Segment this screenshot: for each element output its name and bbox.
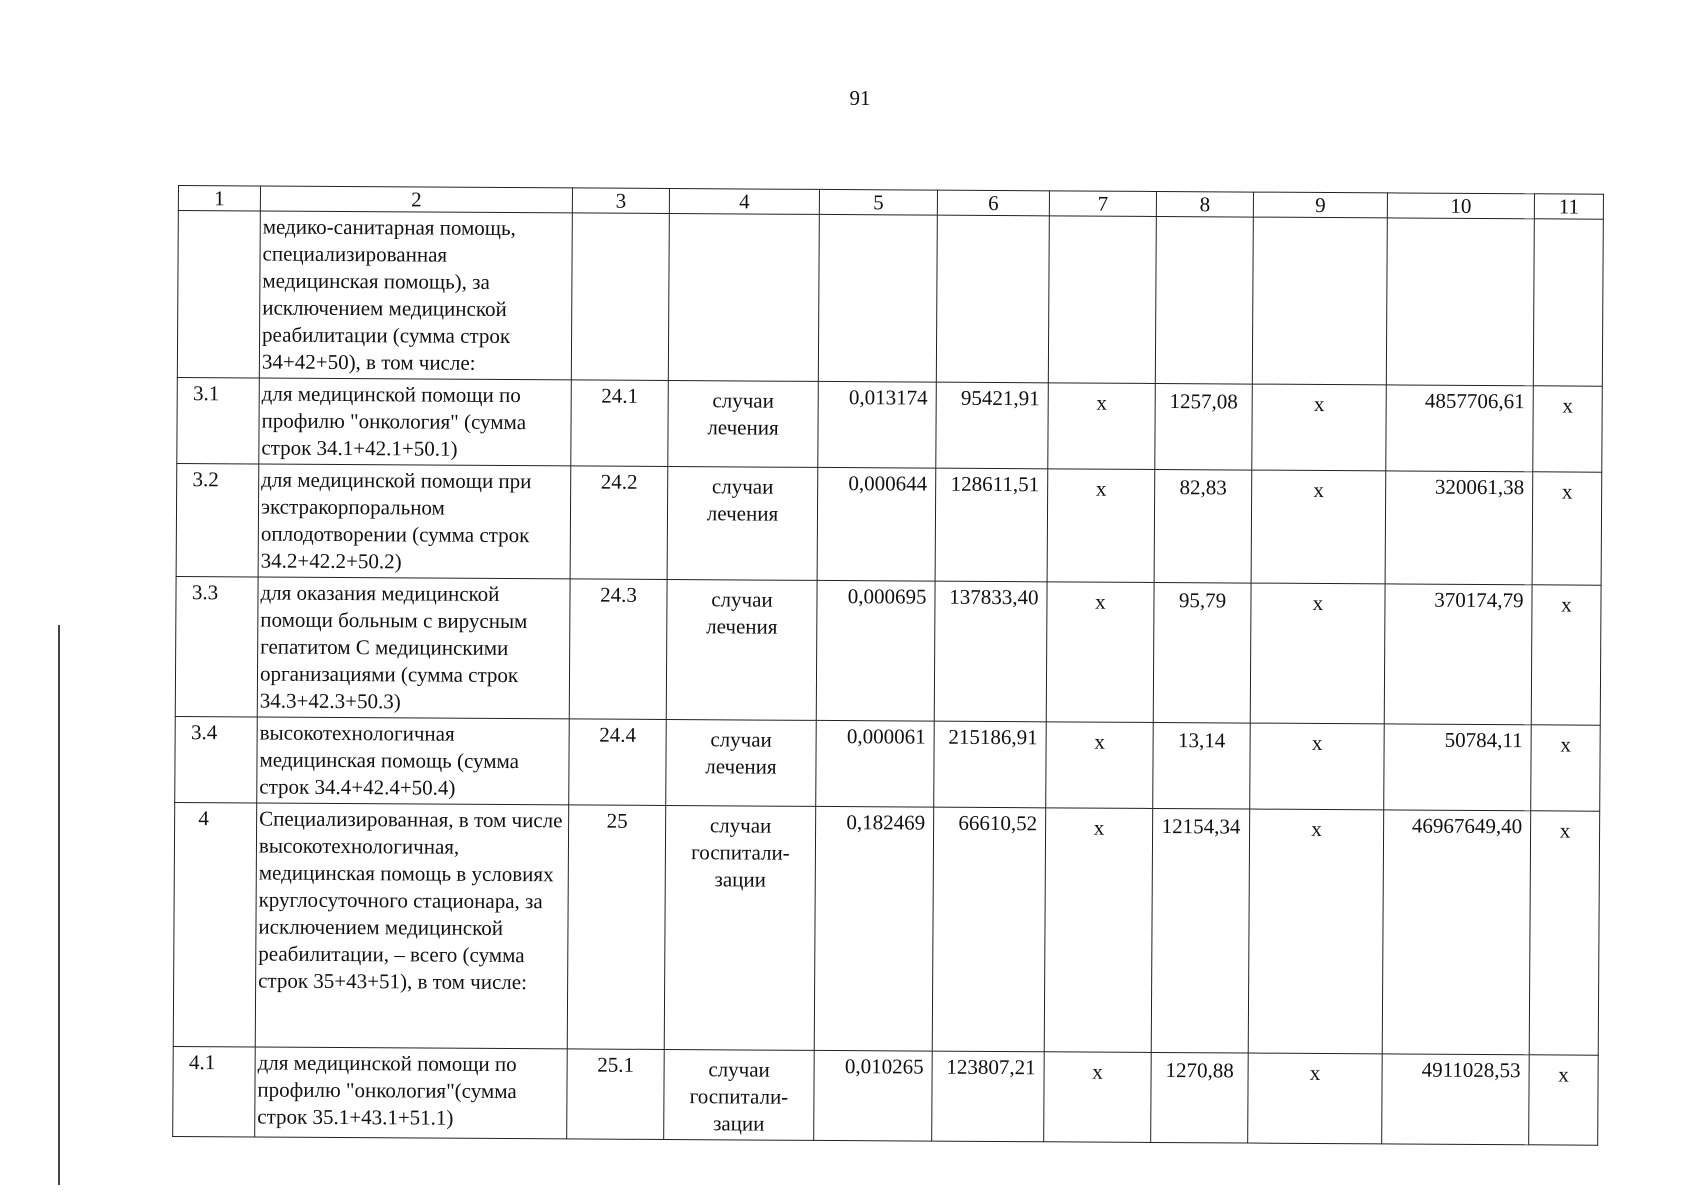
header-cell: 2 (260, 186, 572, 213)
row-description: для оказания медицинской помощи больным с вирусным гепатитом С медицинскими организациями (сумма строк 34.3+42.3+50.3) (257, 577, 570, 719)
header-cell: 9 (1253, 192, 1387, 218)
row-col5: 0,000061 (816, 720, 935, 807)
row-col6: 137833,40 (934, 581, 1047, 722)
row-description: медико-санитарная помощь, специализированная медицинская помощь), за исключением медицинской реабилитации (сумма строк 34+42+50), в том числе: (259, 211, 572, 380)
row-unit: случаи госпитали-зации (664, 805, 815, 1050)
row-description: Специализированная, в том числе высокотехнологичная, медицинская помощь в условиях круглосуточного стационара, за исключением медицинской реабилитации, – всего (сумма строк 35+43+51), в том числе: (255, 803, 568, 1049)
row-col8: 95,79 (1153, 582, 1251, 723)
row-description: для медицинской помощи при экстракорпоральном оплодотворении (сумма строк 34.2+42.2+50.2) (258, 464, 571, 579)
row-col7: х (1044, 808, 1152, 1053)
table-row-continuation (177, 211, 1603, 387)
row-col9: х (1248, 1053, 1383, 1144)
row-col9: х (1248, 809, 1383, 1054)
row-number: 3.3 (175, 576, 258, 716)
row-code: 25 (567, 805, 665, 1050)
row-number: 4.1 (173, 1046, 256, 1136)
row-col7: х (1046, 582, 1154, 723)
row-col8: 12154,34 (1151, 808, 1249, 1053)
data-table (172, 185, 1604, 1146)
row-description: высокотехнологичная медицинская помощь (сумма строк 34.4+42.4+50.4) (257, 717, 570, 805)
row-col9: х (1251, 470, 1386, 584)
header-cell: 11 (1534, 194, 1603, 219)
row-col10: 370174,79 (1384, 584, 1532, 725)
row-col11: х (1531, 585, 1601, 725)
row-code: 25.1 (567, 1049, 665, 1140)
row-col5: 0,013174 (818, 381, 937, 468)
row-col10: 320061,38 (1385, 471, 1533, 585)
table-row (173, 802, 1599, 1055)
row-code: 24.3 (569, 579, 667, 720)
row-unit: случаи госпитали-зации (664, 1049, 815, 1140)
row-col5: 0,010265 (814, 1050, 933, 1141)
header-cell: 8 (1156, 191, 1253, 217)
row-col8: 82,83 (1154, 469, 1252, 583)
table-row (175, 716, 1600, 811)
row-col11: х (1532, 472, 1602, 585)
row-col11: х (1531, 725, 1601, 811)
row-col7: х (1048, 383, 1156, 470)
row-col7: х (1046, 722, 1154, 809)
row-col9: х (1250, 723, 1385, 810)
row-col11: х (1529, 811, 1599, 1055)
row-col6: 128611,51 (935, 468, 1048, 582)
header-cell: 3 (572, 188, 669, 214)
row-col6: 66610,52 (932, 807, 1045, 1052)
row-col6: 123807,21 (932, 1051, 1045, 1142)
row-col5: 0,000695 (816, 580, 935, 721)
row-code: 24.4 (569, 719, 667, 806)
header-cell: 7 (1049, 191, 1156, 217)
row-unit: случаи лечения (666, 719, 817, 806)
table-row (177, 377, 1602, 472)
header-cell: 6 (937, 190, 1049, 216)
page-number: 91 (849, 86, 871, 110)
table-row (175, 576, 1601, 725)
row-code: 24.2 (570, 466, 668, 580)
row-col9: х (1250, 583, 1385, 724)
row-col11: х (1529, 1055, 1599, 1145)
scan-margin-line (58, 625, 60, 1185)
row-col8: 1270,88 (1151, 1052, 1249, 1143)
row-col5: 0,000644 (817, 467, 936, 581)
row-number: 3.4 (175, 716, 258, 802)
row-number-cell (177, 211, 260, 378)
header-cell: 10 (1387, 193, 1534, 219)
header-cell: 5 (819, 189, 937, 215)
row-number: 4 (173, 802, 256, 1046)
row-unit: случаи лечения (666, 579, 817, 720)
row-unit: случаи лечения (667, 466, 818, 580)
row-description: для медицинской помощи по профилю "онкология"(сумма строк 35.1+43.1+51.1) (255, 1047, 568, 1139)
row-col7: х (1047, 469, 1155, 583)
row-col7: х (1044, 1052, 1152, 1143)
table-row (176, 463, 1602, 585)
row-col10: 4857706,61 (1386, 385, 1534, 472)
header-cell: 1 (178, 186, 260, 212)
row-unit: случаи лечения (668, 380, 819, 467)
row-col6: 215186,91 (934, 721, 1047, 808)
row-col10: 50784,11 (1384, 724, 1532, 811)
row-col8: 13,14 (1153, 722, 1251, 809)
row-col11: х (1533, 386, 1603, 472)
row-col5: 0,182469 (814, 806, 933, 1051)
row-code: 24.1 (571, 380, 669, 467)
row-description: для медицинской помощи по профилю "онкология" (сумма строк 34.1+42.1+50.1) (259, 378, 572, 466)
row-col9: х (1252, 384, 1387, 471)
row-number: 3.1 (177, 377, 260, 463)
row-col10: 46967649,40 (1382, 810, 1530, 1055)
row-col10: 4911028,53 (1382, 1054, 1530, 1145)
table-row (173, 1046, 1599, 1145)
row-col8: 1257,08 (1155, 383, 1253, 470)
row-number: 3.2 (176, 463, 259, 576)
header-cell: 4 (669, 189, 819, 215)
row-col6: 95421,91 (936, 382, 1049, 469)
